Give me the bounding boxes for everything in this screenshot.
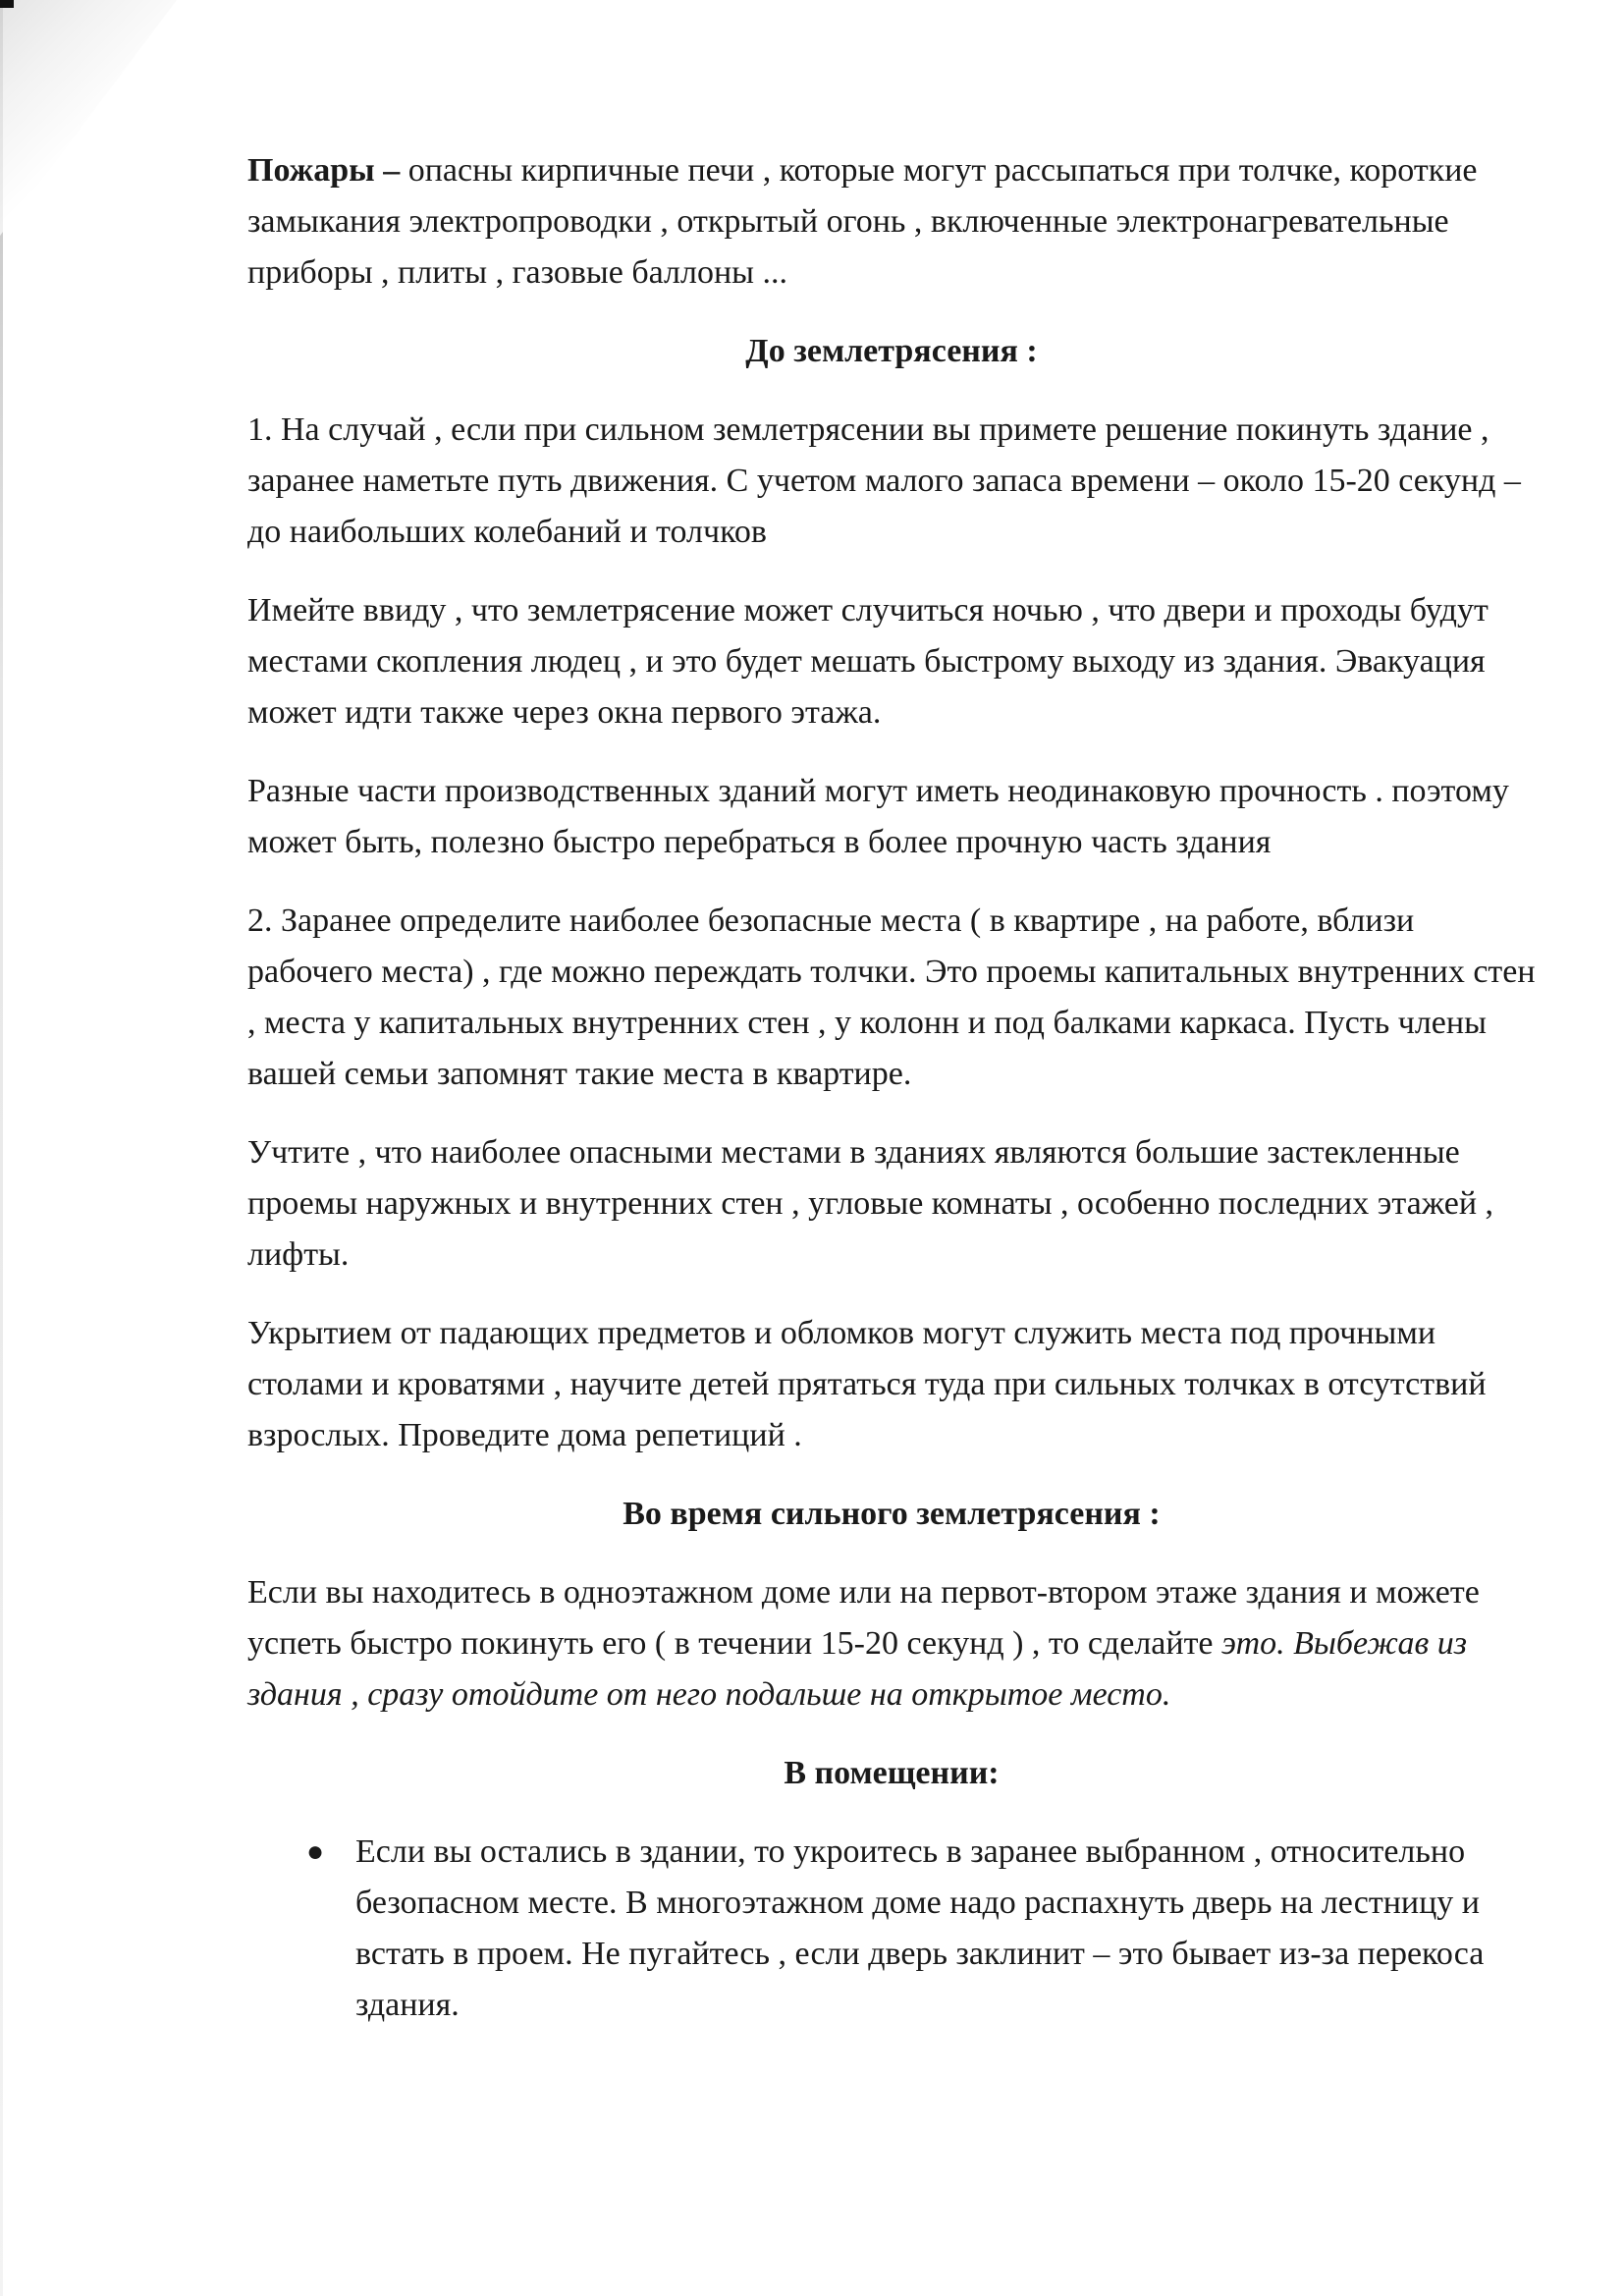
before-paragraph-1: 1. На случай , если при сильном землетрясении вы примете решение покинуть здание , заранее наметьте путь движения. С учетом малого запаса времени – около 15-20 секунд – до наибольших колебаний и толчков (247, 411, 1521, 550)
scan-fold-shadow (0, 0, 177, 236)
indoors-heading: В помещении: (784, 1755, 1000, 1791)
scan-corner-mark (0, 0, 14, 8)
before-paragraph-3: Разные части производственных зданий могут иметь неодинаковую прочность . поэтому может быть, полезно быстро перебраться в более прочную часть здания (247, 773, 1509, 860)
fires-text: опасны кирпичные печи , которые могут рассыпаться при толчке, короткие замыкания электропроводки , открытый огонь , включенные электронагревательные приборы , плиты , газовые баллоны ... (247, 152, 1478, 291)
fires-lead: Пожары – (247, 152, 401, 189)
before-paragraph-5: Учтите , что наиболее опасными местами в зданиях являются большие застекленные проемы наружных и внутренних стен , угловые комнаты , особенно последних этажей , лифты. (247, 1134, 1494, 1273)
during-text: Если вы находитесь в одноэтажном доме или на первот-втором этаже здания и можете успеть быстро покинуть его ( в течении 15-20 секунд ) , то сделайте (247, 1574, 1480, 1662)
document-body (247, 145, 1536, 2031)
list-item (247, 1827, 1536, 2031)
list-item-text: Если вы остались в здании, то укроитесь в заранее выбранном , относительно безопасном месте. В многоэтажном доме надо распахнуть дверь на лестницу и встать в проем. Не пугайтесь , если дверь заклинит – это бывает из-за перекоса здания. (355, 1833, 1485, 2023)
before-paragraph-2: Имейте ввиду , что землетрясение может случиться ночью , что двери и проходы будут местами скопления людец , и это будет мешать быстрому выходу из здания. Эвакуация может идти также через окна первого этажа. (247, 592, 1489, 731)
before-paragraph-4: 2. Заранее определите наиболее безопасные места ( в квартире , на работе, вблизи рабочего места) , где можно переждать толчки. Это проемы капитальных внутренних стен , места у капитальных внутренних стен , у колонн и под балками каркаса. Пусть члены вашей семьи запомнят такие места в квартире. (247, 902, 1536, 1092)
during-italic-text: это. Выбежав из здания , сразу отойдите от него подальше на открытое место. (247, 1625, 1467, 1713)
fires-paragraph (247, 145, 1536, 299)
indoors-list (247, 1827, 1536, 2031)
scan-edge (0, 0, 3, 2296)
before-heading: До землетрясения : (745, 333, 1038, 369)
during-heading: Во время сильного землетрясения : (623, 1496, 1161, 1532)
during-paragraph (247, 1567, 1536, 1721)
bullet-icon: ● (306, 1835, 325, 1868)
before-paragraph-6: Укрытием от падающих предметов и обломков могут служить места под прочными столами и кроватями , научите детей прятаться туда при сильных толчках в отсутствий взрослых. Проведите дома репетиций . (247, 1315, 1487, 1453)
